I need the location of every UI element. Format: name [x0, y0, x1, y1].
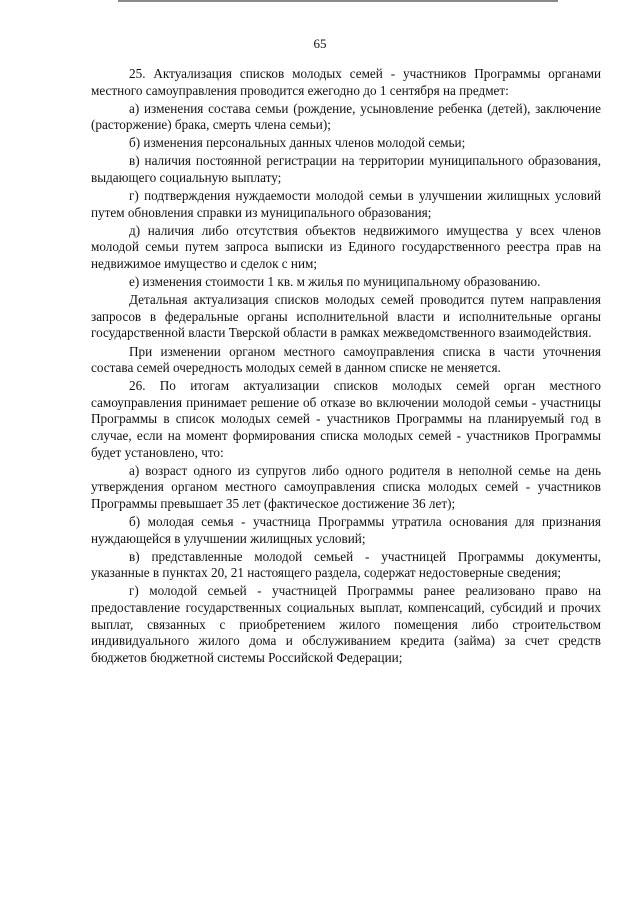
paragraph-order-unchanged: При изменении органом местного самоуправления списка в части уточнения состава семей очередность молодых семей в данном списке не меняется. [91, 343, 601, 376]
list-item-v: в) наличия постоянной регистрации на территории муниципального образования, выдающего социальную выплату; [91, 153, 601, 186]
paragraph-detailed-update: Детальная актуализация списков молодых семей проводится путем направления запросов в федеральные органы исполнительной власти и исполнительные органы государственной власти Тверской области в рамках межведомственного взаимодействия. [91, 292, 601, 341]
refusal-item-g: г) молодой семьей - участницей Программы ранее реализовано право на предоставление государственных социальных выплат, компенсаций, субсидий и прочих выплат, связанных с приобретением жилого помещения либо строительством индивидуального жилого дома и обслуживанием кредита (займа) за счет средств бюджетов бюджетной системы Российской Федерации; [91, 583, 601, 665]
paragraph-26: 26. По итогам актуализации списков молодых семей орган местного самоуправления принимает решение об отказе во включении молодой семьи - участницы Программы в список молодых семей - участников Программы на планируемый год в случае, если на момент формирования списка молодых семей - участников Программы будет установлено, что: [91, 378, 601, 460]
paragraph-25: 25. Актуализация списков молодых семей - участников Программы органами местного самоуправления проводится ежегодно до 1 сентября на предмет: [91, 66, 601, 98]
list-item-e: е) изменения стоимости 1 кв. м жилья по муниципальному образованию. [129, 274, 541, 290]
list-item-g: г) подтверждения нуждаемости молодой семьи в улучшении жилищных условий путем обновления справки из муниципального образования; [91, 188, 601, 220]
refusal-item-v: в) представленные молодой семьей - участницей Программы документы, указанные в пунктах 20, 21 настоящего раздела, содержат недостоверные сведения; [91, 548, 601, 581]
refusal-item-a: а) возраст одного из супругов либо одного родителя в неполной семье на день утверждения органом местного самоуправления списка молодых семей - участников Программы превышает 35 лет (фактическое достижение 36 лет); [91, 462, 601, 511]
list-item-b: б) изменения персональных данных членов молодой семьи; [129, 135, 466, 151]
refusal-item-b: б) молодая семья - участница Программы утратила основания для признания нуждающейся в улучшении жилищных условий; [91, 513, 601, 546]
scan-edge-line [118, 0, 558, 2]
document-body [91, 66, 601, 668]
page-number: 65 [313, 36, 327, 51]
list-item-a: а) изменения состава семьи (рождение, усыновление ребенка (детей), заключение (расторжение) брака, смерть члена семьи); [91, 100, 601, 133]
list-item-d: д) наличия либо отсутствия объектов недвижимого имущества у всех членов молодой семьи путем запроса выписки из Единого государственного реестра прав на недвижимое имущество и сделок с ним; [91, 222, 601, 272]
